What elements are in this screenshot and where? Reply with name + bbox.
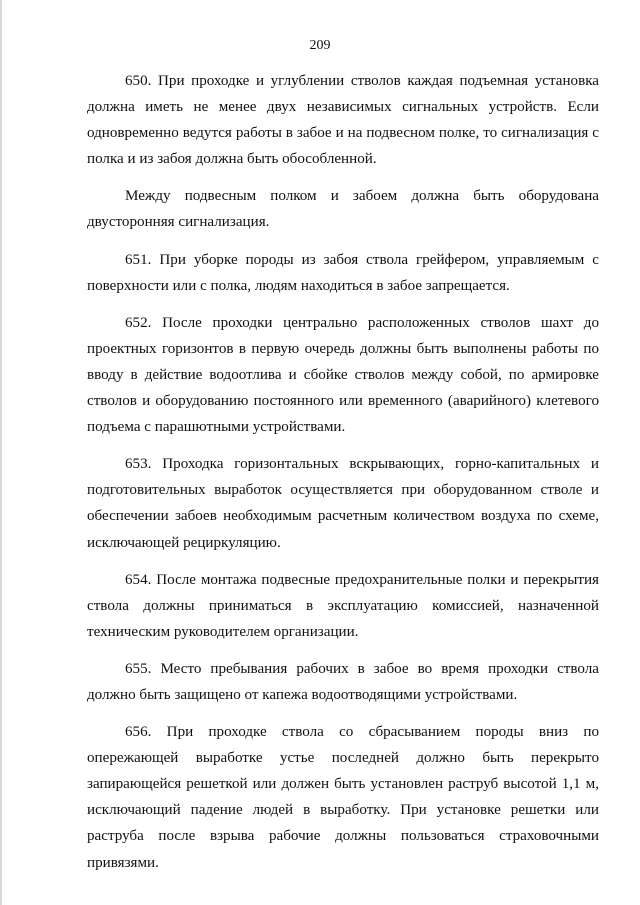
paragraph-651: 651. При уборке породы из забоя ствола грейфером, управляемым с поверхности или с полка, людям находиться в забое запрещается.: [87, 251, 599, 294]
paragraph-653: 653. Проходка горизонтальных вскрывающих, горно-капитальных и подготовительных выработок осуществляется при оборудованном стволе и обеспечении забоев необходимым расчетным количеством воздуха по схеме, исключающей рециркуляцию.: [87, 456, 599, 551]
scan-edge: [0, 0, 2, 905]
paragraph-655: 655. Место пребывания рабочих в забое во время проходки ствола должно быть защищено от капежа водоотводящими устройствами.: [87, 660, 599, 703]
paragraph-650: 650. При проходке и углублении стволов каждая подъемная установка должна иметь не менее двух независимых сигнальных устройств. Если одновременно ведутся работы в забое и на подвесном полке, то сигнализация с полка и из забоя должна быть обособленной.: [87, 73, 599, 168]
page-number: 209: [309, 38, 331, 53]
paragraph-650-continuation: Между подвесным полком и забоем должна быть оборудована двусторонняя сигнализация.: [87, 188, 599, 231]
paragraph-652: 652. После проходки центрально расположенных стволов шахт до проектных горизонтов в первую очередь должны быть выполнены работы по вводу в действие водоотлива и сбойке стволов между собой, по армировке стволов и оборудованию постоянного или временного (аварийного) клетевого подъема с парашютными устройствами.: [87, 314, 599, 436]
page-body: [87, 68, 599, 887]
paragraph-656: 656. При проходке ствола со сбрасыванием породы вниз по опережающей выработке устье последней должно быть перекрыто запирающейся решеткой или должен быть установлен раструб высотой 1,1 м, исключающий падение людей в выработку. При установке решетки или раструба после взрыва рабочие должны пользоваться страховочными привязями.: [87, 724, 599, 871]
paragraph-654: 654. После монтажа подвесные предохранительные полки и перекрытия ствола должны приниматься в эксплуатацию комиссией, назначенной техническим руководителем организации.: [87, 571, 599, 640]
